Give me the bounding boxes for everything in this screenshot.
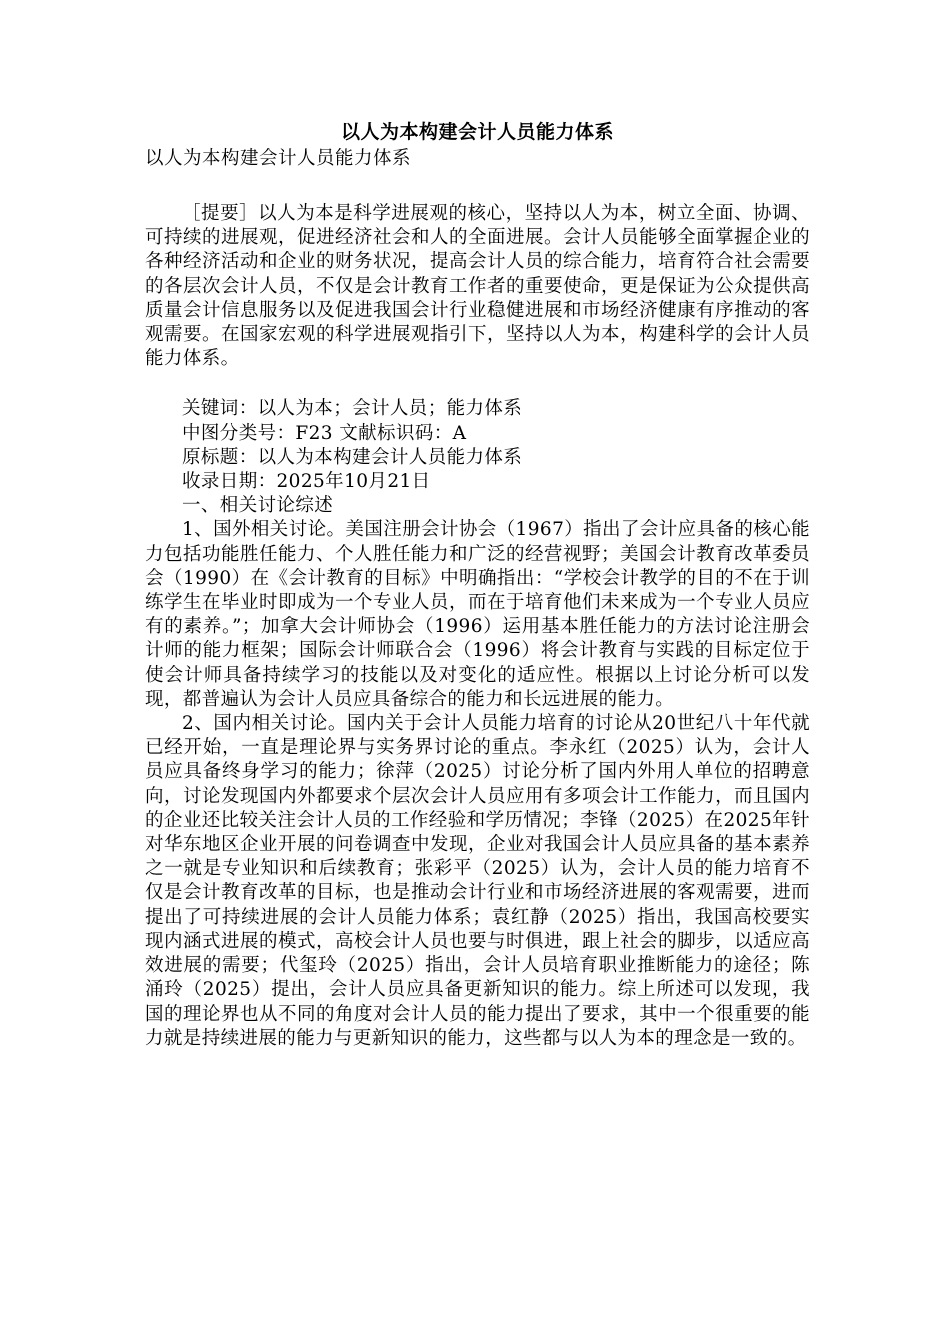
spacer [145, 371, 810, 397]
document-page [145, 118, 810, 1051]
body-paragraph-domestic: 2、国内相关讨论。国内关于会计人员能力培育的讨论从20世纪八十年代就已经开始，一直是理论界与实务界讨论的重点。李永红（2025）认为，会计人员应具备终身学习的能力；徐萍（2025）讨论分析了国内外用人单位的招聘意向，讨论发现国内外都要求个层次会计人员应用有多项会计工作能力，而且国内的企业还比较关注会计人员的工作经验和学历情况；李锋（2025）在2025年针对华东地区企业开展的问卷调查中发现，企业对我国会计人员应具备的基本素养之一就是专业知识和后续教育；张彩平（2025）认为，会计人员的能力培育不仅是会计教育改革的目标，也是推动会计行业和市场经济进展的客观需要，进而提出了可持续进展的会计人员能力体系；袁红静（2025）指出，我国高校要实现内涵式进展的模式，高校会计人员也要与时俱进，跟上社会的脚步，以适应高效进展的需要；代玺玲（2025）指出，会计人员培育职业推断能力的途径；陈涌玲（2025）提出，会计人员应具备更新知识的能力。综上所述可以发现，我国的理论界也从不同的角度对会计人员的能力提出了要求，其中一个很重要的能力就是持续进展的能力与更新知识的能力，这些都与以人为本的理念是一致的。 [145, 713, 810, 1049]
abstract-paragraph: ［提要］以人为本是科学进展观的核心，坚持以人为本，树立全面、协调、可持续的进展观，促进经济社会和人的全面进展。会计人员能够全面掌握企业的各种经济活动和企业的财务状况，提高会计人员的综合能力，培育符合社会需要的各层次会计人员，不仅是会计教育工作者的重要使命，更是保证为公众提供高质量会计信息服务以及促进我国会计行业稳健进展和市场经济健康有序推动的客观需要。在国家宏观的科学进展观指引下，坚持以人为本，构建科学的会计人员能力体系。 [145, 203, 810, 370]
original-title-line: 原标题：以人为本构建会计人员能力体系 [182, 446, 523, 468]
section-heading: 一、相关讨论综述 [182, 495, 334, 517]
body-paragraph-foreign: 1、国外相关讨论。美国注册会计协会（1967）指出了会计应具备的核心能力包括功能胜任能力、个人胜任能力和广泛的经营视野；美国会计教育改革委员会（1990）在《会计教育的目标》中明确指出：“学校会计教学的目的不在于训练学生在毕业时即成为一个专业人员，而在于培育他们未来成为一个专业人员应有的素养。”；加拿大会计师协会（1996）运用基本胜任能力的方法讨论注册会计师的能力框架；国际会计师联合会（1996）将会计教育与实践的目标定位于使会计师具备持续学习的技能以及对变化的适应性。根据以上讨论分析可以发现，都普遍认为会计人员应具备综合的能力和长远进展的能力。 [145, 519, 810, 710]
spacer [145, 172, 810, 202]
document-title: 以人为本构建会计人员能力体系 [340, 121, 614, 143]
document-subtitle: 以人为本构建会计人员能力体系 [145, 148, 412, 169]
keywords-line: 关键词：以人为本；会计人员；能力体系 [182, 398, 523, 420]
received-date-line: 收录日期：2025年10月21日 [182, 471, 431, 493]
classification-line: 中图分类号：F23 文献标识码：A [182, 422, 467, 444]
